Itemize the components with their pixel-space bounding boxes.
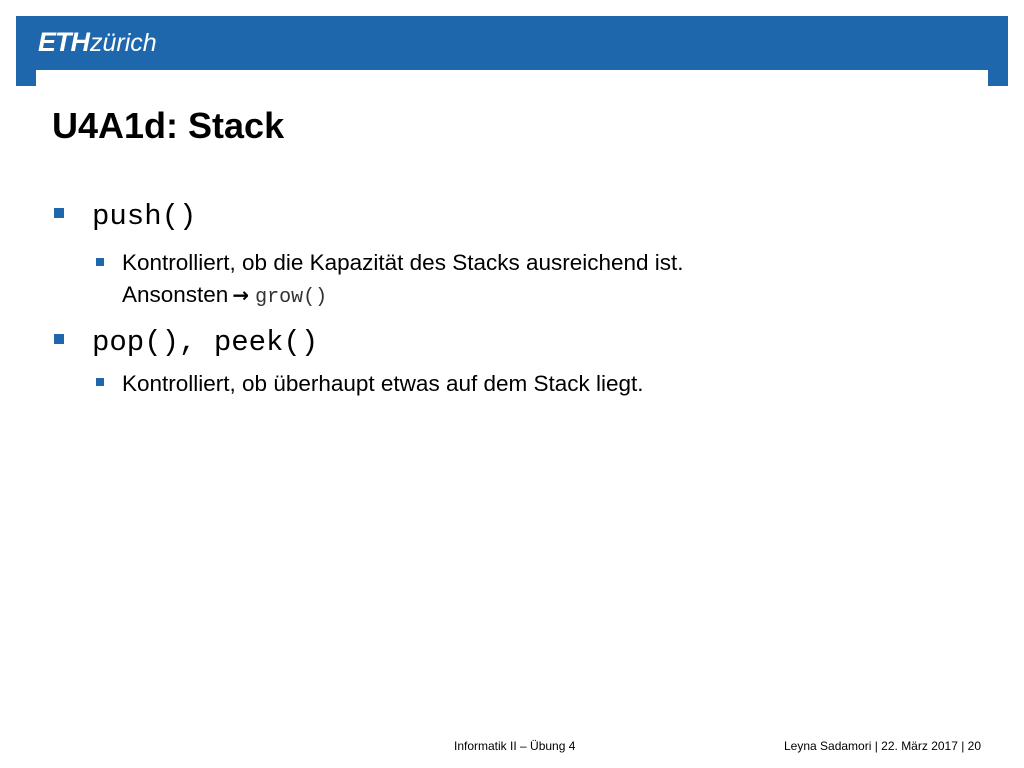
arrow-right-icon: → <box>232 283 250 307</box>
bullet-marker <box>54 208 64 218</box>
page-title: U4A1d: Stack <box>52 105 285 146</box>
pop-peek-description: Kontrolliert, ob überhaupt etwas auf dem Stack liegt. <box>122 371 644 396</box>
header-corner-right <box>988 70 1008 86</box>
footer-course: Informatik II – Übung 4 <box>454 739 576 753</box>
bullet-pop-peek: pop(), peek() <box>92 326 319 359</box>
grow-code: grow() <box>255 286 328 309</box>
push-otherwise-text: Ansonsten <box>122 282 229 307</box>
logo-zurich-text: zürich <box>90 29 157 57</box>
bullet-push: push() <box>92 200 197 233</box>
footer-author-date-page: Leyna Sadamori | 22. März 2017 | 20 <box>784 739 982 753</box>
logo-eth-text: ETH <box>38 27 89 57</box>
push-description-line2 <box>122 280 327 313</box>
sub-bullet-marker <box>96 258 104 266</box>
header-bar <box>16 16 1008 70</box>
sub-bullet-marker <box>96 378 104 386</box>
bullet-marker <box>54 334 64 344</box>
push-description-line1: Kontrolliert, ob die Kapazität des Stacks ausreichend ist. <box>122 250 684 275</box>
header-corner-left <box>16 70 36 86</box>
eth-logo <box>38 25 157 59</box>
